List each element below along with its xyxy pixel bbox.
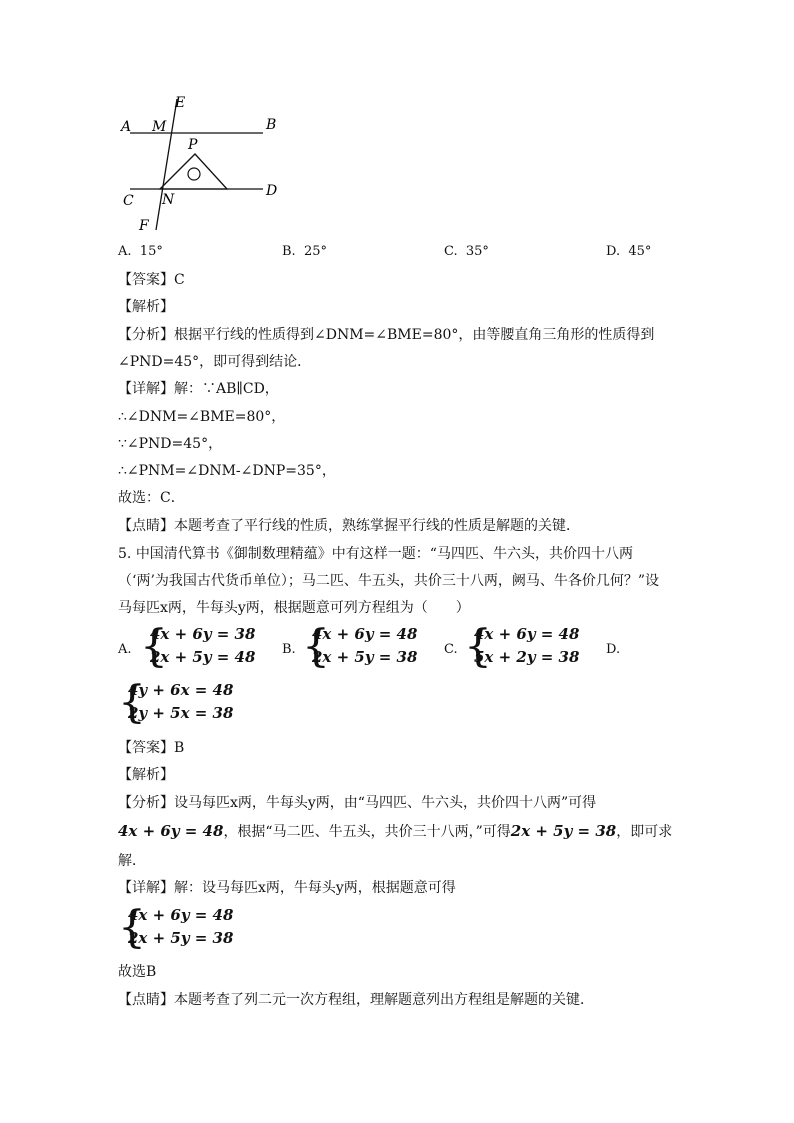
q5-detail-eq2: 2x + 5y = 38 (128, 929, 234, 947)
q5-detail: 【详解】解：设马每匹x两，牛每头y两，根据题意可得 (118, 880, 456, 896)
q5-option-d-letter: D. (606, 642, 621, 657)
q5-option-c-eq1: 4x + 6y = 48 (474, 625, 580, 643)
q5-choose: 故选B (118, 964, 157, 980)
q4-detail-step3: ∵∠PND=45°， (118, 436, 223, 452)
label-e: E (175, 95, 186, 111)
q4-detail-step4: ∴∠PNM=∠DNM-∠DNP=35°， (118, 463, 336, 479)
triangle-set-square (160, 154, 227, 189)
q5-comment: 【点睛】本题考查了列二元一次方程组，理解题意列出方程组是解题的关键． (118, 992, 594, 1008)
label-m: M (152, 119, 167, 135)
label-b: B (266, 117, 277, 133)
q5-fenxi-cont: 4x + 6y = 48，根据“马二匹、牛五头，共价三十八两，”可得2x + 5y = 38，即可求 (118, 822, 673, 840)
q4-option-b: B. 25° (282, 244, 327, 259)
q4-detail: 【详解】解：∵AB∥CD， (118, 381, 279, 397)
q4-option-c: C. 35° (444, 244, 489, 259)
label-f: F (139, 218, 149, 234)
label-c: C (123, 193, 134, 209)
q4-analysis-heading: 【解析】 (118, 299, 174, 315)
q5-analysis-heading: 【解析】 (118, 767, 174, 783)
label-d: D (266, 183, 278, 199)
q4-option-d: D. 45° (606, 244, 652, 259)
geometry-figure (115, 92, 295, 242)
q5-detail-eq1: 4x + 6y = 48 (128, 906, 234, 924)
q4-option-a: A. 15° (118, 244, 163, 259)
label-p: P (188, 137, 198, 153)
q4-comment: 【点睛】本题考查了平行线的性质，熟练掌握平行线的性质是解题的关键． (118, 518, 580, 534)
q5-option-a-eq2: 2x + 5y = 48 (150, 648, 256, 666)
q5-fenxi: 【分析】设马每匹x两，牛每头y两，由“马四匹、牛六头，共价四十八两”可得 (118, 795, 597, 811)
q5-option-b-eq1: 4x + 6y = 48 (312, 625, 418, 643)
q5-option-d-system: { 4y + 6x = 48 2y + 5x = 38 (118, 677, 234, 728)
q5-option-d-eq1: 4y + 6x = 48 (128, 681, 234, 699)
q4-detail-step2: ∴∠DNM=∠BME=80°， (118, 409, 286, 425)
q4-fenxi: 【分析】根据平行线的性质得到∠DNM=∠BME=80°，由等腰直角三角形的性质得到 (118, 327, 655, 343)
q5-option-a-letter: A. (118, 642, 132, 657)
q5-option-b-system: { 4x + 6y = 48 2x + 5y = 38 (302, 621, 418, 672)
q5-option-c-system: { 4x + 6y = 48 5x + 2y = 38 (464, 621, 580, 672)
q5-option-b-eq2: 2x + 5y = 38 (312, 648, 418, 666)
q5-option-a-eq1: 4x + 6y = 38 (150, 625, 256, 643)
q5-option-a-system: { 4x + 6y = 38 2x + 5y = 48 (140, 621, 256, 672)
q5-option-b-letter: B. (282, 642, 296, 657)
q5-stem-line3: 马每匹x两，牛每头y两，根据题意可列方程组为（ ） (118, 600, 470, 616)
q4-choose: 故选：C． (118, 490, 185, 506)
q5-stem-line1: 5. 中国清代算书《御制数理精蕴》中有这样一题：“马四匹、牛六头，共价四十八两 (118, 546, 633, 562)
q5-answer: 【答案】B (118, 740, 185, 756)
q4-answer: 【答案】C (118, 272, 185, 288)
label-a: A (121, 119, 132, 135)
q5-option-c-letter: C. (444, 642, 458, 657)
q5-fenxi-end: 解． (118, 853, 146, 869)
q5-stem-line2: （‘两’为我国古代货币单位）；马二匹、牛五头，共价三十八两，阙马、牛各价几何？”设 (118, 573, 660, 589)
q5-option-d-eq2: 2y + 5x = 38 (128, 704, 234, 722)
label-n: N (162, 192, 175, 208)
triangle-hole (188, 168, 200, 180)
q5-option-c-eq2: 5x + 2y = 38 (474, 648, 580, 666)
q4-fenxi-cont: ∠PND=45°，即可得到结论． (118, 354, 312, 370)
q5-detail-system: { 4x + 6y = 48 2x + 5y = 38 (118, 902, 234, 953)
